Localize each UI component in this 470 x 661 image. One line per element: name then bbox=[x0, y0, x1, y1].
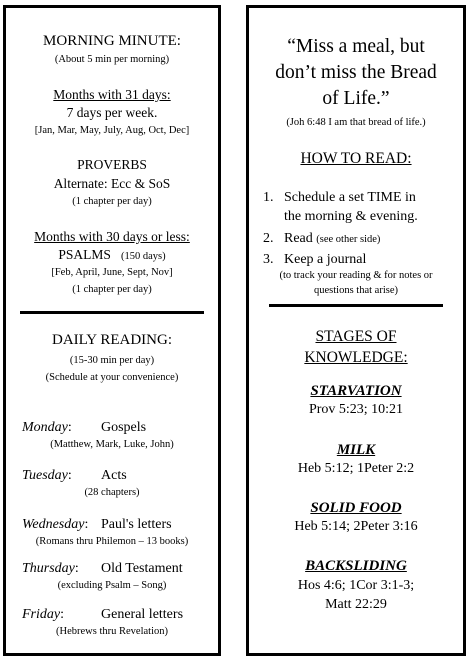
schedule-day: Monday bbox=[22, 420, 68, 435]
schedule-note: (Hebrews thru Revelation) bbox=[56, 626, 168, 637]
step-text: Schedule a set TIME in bbox=[284, 190, 416, 205]
step-2 bbox=[263, 229, 381, 248]
schedule-row-thursday: Thursday: Old Testament bbox=[22, 561, 183, 576]
psalms-rate: (1 chapter per day) bbox=[72, 284, 152, 295]
stage-refs: Matt 22:29 bbox=[325, 597, 387, 612]
section-divider bbox=[269, 304, 443, 307]
stage-name: BACKSLIDING bbox=[305, 558, 407, 574]
schedule-day: Friday bbox=[22, 607, 61, 622]
right-bookmark-card bbox=[246, 5, 466, 656]
morning-minute-title: MORNING MINUTE: bbox=[43, 33, 181, 49]
proverbs-heading: PROVERBS bbox=[77, 157, 147, 172]
step-text-small: (see other side) bbox=[316, 234, 381, 245]
psalms-days: (150 days) bbox=[121, 251, 166, 262]
step-3 bbox=[263, 250, 367, 269]
how-to-read-title: HOW TO READ: bbox=[300, 150, 412, 167]
schedule-note: (28 chapters) bbox=[84, 487, 140, 498]
quote bbox=[249, 34, 463, 112]
stages-title-line: KNOWLEDGE: bbox=[304, 349, 408, 366]
section-divider bbox=[20, 311, 204, 314]
schedule-note: (Romans thru Philemon – 13 books) bbox=[35, 536, 189, 547]
schedule-row-monday: Monday: Gospels bbox=[22, 420, 147, 435]
quote-line: don’t miss the Bread bbox=[275, 62, 437, 83]
journal-note: questions that arise) bbox=[314, 285, 398, 296]
step-number: 1. bbox=[263, 190, 274, 205]
schedule-note: (Matthew, Mark, Luke, John) bbox=[50, 439, 174, 450]
stage-refs: Heb 5:12; 1Peter 2:2 bbox=[297, 461, 415, 476]
stage-name: SOLID FOOD bbox=[310, 500, 402, 516]
stage-name: STARVATION bbox=[310, 383, 402, 399]
months-30-heading: Months with 30 days or less: bbox=[34, 229, 190, 244]
schedule-day: Thursday bbox=[22, 561, 75, 576]
schedule-book: Gospels bbox=[101, 420, 147, 435]
step-text: Keep a journal bbox=[284, 252, 367, 267]
daily-reading-title: DAILY READING: bbox=[51, 332, 172, 348]
months-31-list: [Jan, Mar, May, July, Aug, Oct, Dec] bbox=[34, 125, 190, 136]
schedule-note: (excluding Psalm – Song) bbox=[57, 580, 167, 591]
morning-minute-time: (About 5 min per morning) bbox=[54, 54, 170, 65]
psalms-label: PSALMS bbox=[58, 247, 111, 262]
schedule-book: Acts bbox=[101, 468, 127, 483]
step-number: 3. bbox=[263, 252, 274, 267]
daily-reading-time: (15-30 min per day) bbox=[69, 355, 155, 366]
schedule-day: Tuesday bbox=[22, 468, 68, 483]
proverbs-alternate: Alternate: Ecc & SoS bbox=[53, 176, 171, 191]
schedule-day: Wednesday bbox=[22, 517, 85, 532]
step-text-continued: the morning & evening. bbox=[284, 209, 418, 224]
step-text-wrap bbox=[284, 229, 380, 249]
step-number: 2. bbox=[263, 231, 274, 246]
step-1 bbox=[263, 188, 418, 224]
stage-name: MILK bbox=[336, 442, 376, 458]
schedule-book: General letters bbox=[101, 607, 184, 622]
stage-refs: Prov 5:23; 10:21 bbox=[308, 402, 404, 417]
quote-reference: (Joh 6:48 I am that bread of life.) bbox=[286, 117, 426, 128]
quote-line: “Miss a meal, but bbox=[287, 36, 425, 57]
psalms-line bbox=[6, 247, 218, 263]
months-31-heading: Months with 31 days: bbox=[53, 87, 171, 102]
schedule-row-friday: Friday: General letters bbox=[22, 607, 184, 622]
months-30-list: [Feb, April, June, Sept, Nov] bbox=[51, 267, 173, 278]
stages-title bbox=[249, 326, 463, 368]
stage-refs: Heb 5:14; 2Peter 3:16 bbox=[294, 519, 418, 534]
schedule-row-wednesday: Wednesday: Paul's letters bbox=[22, 517, 172, 532]
schedule-book: Paul's letters bbox=[101, 517, 172, 532]
quote-line: of Life.” bbox=[322, 88, 390, 109]
schedule-row-tuesday: Tuesday: Acts bbox=[22, 468, 127, 483]
months-31-rule: 7 days per week. bbox=[66, 105, 158, 120]
daily-reading-note: (Schedule at your convenience) bbox=[45, 372, 179, 383]
stage-refs: Hos 4:6; 1Cor 3:1-3; bbox=[297, 578, 415, 593]
stages-title-line: STAGES OF bbox=[315, 328, 397, 345]
schedule-book: Old Testament bbox=[101, 561, 183, 576]
journal-note: (to track your reading & for notes or bbox=[279, 270, 433, 281]
step-text: Read bbox=[284, 231, 313, 246]
left-bookmark-card bbox=[3, 5, 221, 656]
proverbs-rate: (1 chapter per day) bbox=[72, 196, 152, 207]
